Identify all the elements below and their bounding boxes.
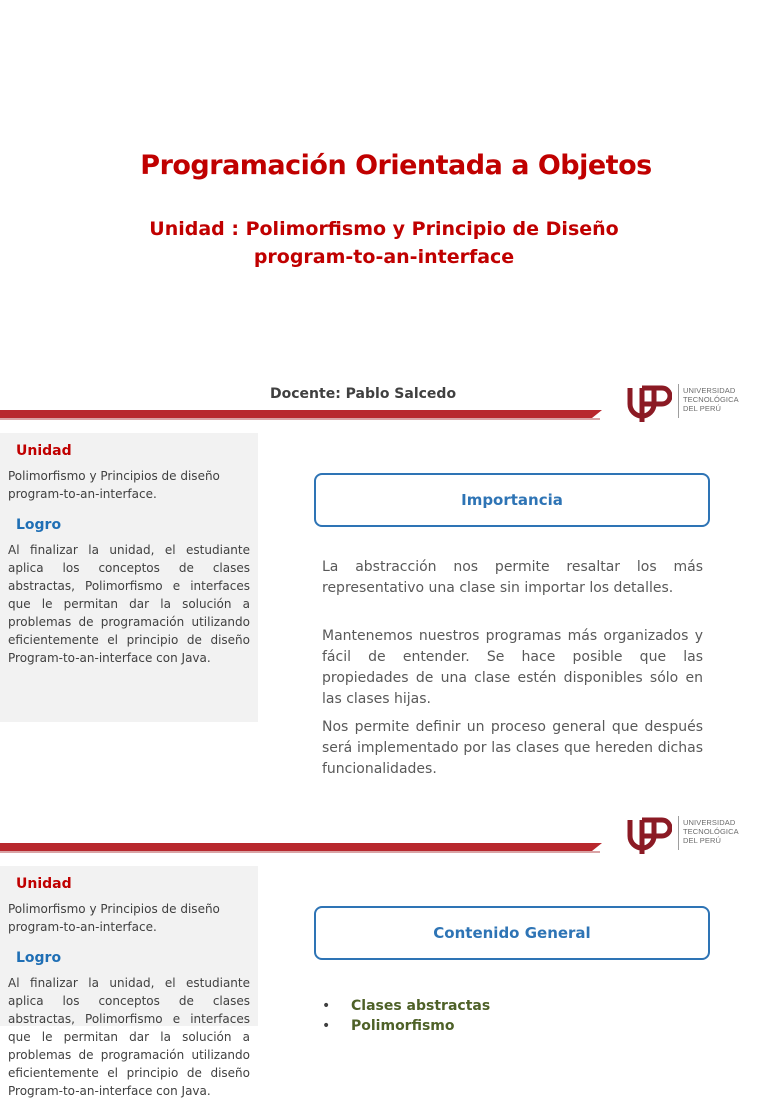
header-red-bar-2 — [0, 843, 592, 851]
logo-line-1: UNIVERSIDAD — [683, 386, 736, 395]
unit-description-line-2: program-to-an-interface. — [8, 487, 157, 501]
logro-description: Al finalizar la unidad, el estudiante aplica los conceptos de clases abstractas, Polimorfismo e interfaces que le permitan dar la solución a problemas de programación utilizando eficientemente el principio de diseño Program-to-an-interface con Java. — [8, 976, 250, 1098]
unit-description — [8, 900, 250, 936]
logro-heading: Logro — [16, 950, 62, 966]
importance-paragraph-1: La abstracción nos permite resaltar los más representativo una clase sin importar los detalles. — [322, 559, 703, 596]
utp-logo — [626, 380, 756, 424]
importancia-box: Importancia — [314, 473, 710, 527]
unit-description-line-1: Polimorfismo y Principios de diseño — [8, 469, 220, 483]
contenido-general-box: Contenido General — [314, 906, 710, 960]
logo-line-2: TECNOLÓGICA — [683, 395, 739, 404]
utp-logo-mark-icon — [626, 380, 672, 424]
unit-description-line-2: program-to-an-interface. — [8, 920, 157, 934]
logo-line-1: UNIVERSIDAD — [683, 818, 736, 827]
presentation-title: Programación Orientada a Objetos — [140, 150, 652, 181]
unit-description-line-1: Polimorfismo y Principios de diseño — [8, 902, 220, 916]
header-red-bar — [0, 410, 592, 418]
unit-description — [8, 467, 250, 503]
logo-text — [683, 818, 739, 845]
unit-subtitle — [0, 215, 768, 271]
unit-side-panel — [0, 433, 258, 722]
importance-paragraph-3: Nos permite definir un proceso general que después será implementado por las clases que hereden dichas funcionalidades. — [322, 719, 703, 777]
unit-heading: Unidad — [16, 443, 72, 459]
logo-line-3: DEL PERÚ — [683, 836, 722, 845]
subtitle-line-2: program-to-an-interface — [253, 246, 515, 268]
utp-logo-mark-icon — [626, 812, 672, 856]
logo-divider — [678, 384, 679, 418]
unit-side-panel-2 — [0, 866, 258, 1098]
content-bullet-list — [322, 996, 490, 1036]
logo-text — [683, 386, 739, 413]
bullet-item: • Polimorfismo — [322, 1016, 490, 1036]
logo-line-3: DEL PERÚ — [683, 404, 722, 413]
logo-line-2: TECNOLÓGICA — [683, 827, 739, 836]
header-red-line-2 — [0, 851, 600, 853]
teacher-name: Docente: Pablo Salcedo — [270, 386, 457, 402]
importance-paragraph-2: Mantenemos nuestros programas más organizados y fácil de entender. Se hace posible que las propiedades de una clase estén disponibles sólo en las clases hijas. — [322, 628, 703, 707]
unit-heading: Unidad — [16, 876, 72, 892]
utp-logo-2 — [626, 812, 756, 856]
bullet-item: • Clases abstractas — [322, 996, 490, 1016]
logro-description: Al finalizar la unidad, el estudiante aplica los conceptos de clases abstractas, Polimorfismo e interfaces que le permitan dar la solución a problemas de programación utilizando eficientemente el principio de diseño Program-to-an-interface con Java. — [8, 543, 250, 665]
logro-heading: Logro — [16, 517, 62, 533]
header-red-line — [0, 418, 600, 420]
logo-divider — [678, 816, 679, 850]
subtitle-line-1: Unidad : Polimorfismo y Principio de Diseño — [149, 218, 619, 240]
